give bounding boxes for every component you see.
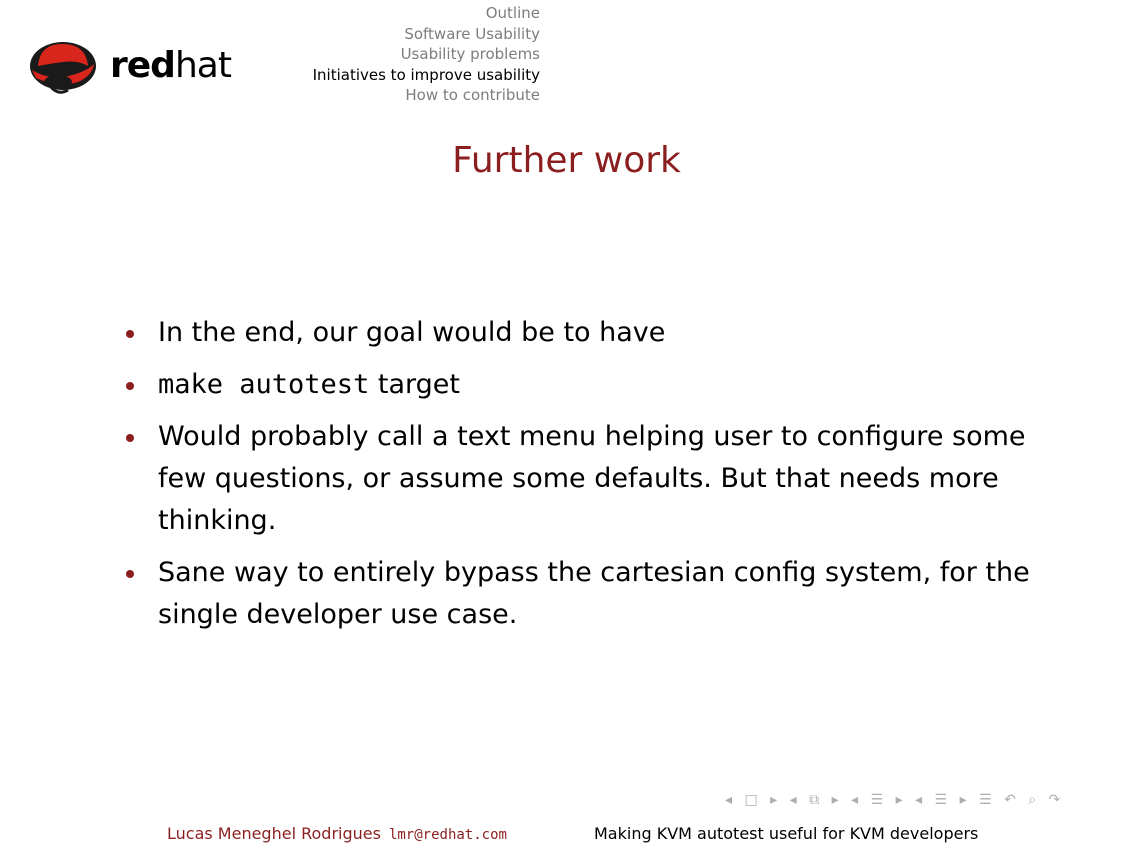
bullet-list bbox=[120, 312, 1060, 646]
bullet-icon bbox=[126, 382, 134, 390]
slide-title: Further work bbox=[452, 140, 681, 181]
prev-section-icon[interactable]: ◂ bbox=[915, 792, 923, 808]
footer-author bbox=[167, 824, 507, 843]
beamer-navigation-controls bbox=[725, 792, 1068, 808]
next-subsection-icon[interactable]: ▸ bbox=[895, 792, 903, 808]
search-icon[interactable]: ⌕ bbox=[1028, 792, 1037, 808]
bullet-code: make autotest bbox=[158, 369, 370, 400]
section-navigation bbox=[313, 3, 540, 106]
document-icon[interactable]: ☰ bbox=[979, 792, 992, 808]
section-icon[interactable]: ☰ bbox=[934, 792, 948, 808]
nav-item-how-to-contribute[interactable]: How to contribute bbox=[405, 86, 540, 104]
next-section-icon[interactable]: ▸ bbox=[959, 792, 967, 808]
nav-item-outline[interactable]: Outline bbox=[485, 4, 540, 22]
bullet-icon bbox=[126, 570, 134, 578]
bullet-icon bbox=[126, 434, 134, 442]
bullet-text: target bbox=[369, 369, 461, 400]
bullet-item bbox=[120, 364, 1060, 406]
prev-subsection-icon[interactable]: ◂ bbox=[851, 792, 859, 808]
nav-item-initiatives[interactable]: Initiatives to improve usability bbox=[312, 65, 540, 84]
bullet-icon bbox=[126, 330, 134, 338]
next-slide-icon[interactable]: ▸ bbox=[831, 792, 839, 808]
bullet-item bbox=[120, 416, 1060, 542]
logo-wordmark: redhat bbox=[110, 45, 231, 86]
forward-icon[interactable]: ↷ bbox=[1048, 792, 1061, 808]
prev-slide-icon[interactable]: ◂ bbox=[789, 792, 797, 808]
next-frame-icon[interactable]: ▸ bbox=[770, 792, 778, 808]
footer-talk-title: Making KVM autotest useful for KVM developers bbox=[594, 824, 979, 843]
prev-frame-icon[interactable]: ◂ bbox=[725, 792, 733, 808]
bullet-text: Would probably call a text menu helping user to configure some few questions, or assume some defaults. But that needs more thinking. bbox=[158, 421, 1026, 536]
nav-item-software-usability[interactable]: Software Usability bbox=[404, 24, 540, 43]
back-icon[interactable]: ↶ bbox=[1004, 792, 1016, 808]
subsection-icon[interactable]: ☰ bbox=[870, 792, 884, 808]
bullet-text: Sane way to entirely bypass the cartesian config system, for the single developer use case. bbox=[158, 557, 1030, 630]
bullet-item bbox=[120, 312, 1060, 354]
bullet-text: In the end, our goal would be to have bbox=[158, 317, 666, 348]
bullet-item bbox=[120, 552, 1060, 636]
author-name: Lucas Meneghel Rodrigues bbox=[167, 824, 381, 843]
slide-icon[interactable]: ⧉ bbox=[809, 792, 820, 808]
frame-icon[interactable]: □ bbox=[744, 792, 758, 808]
author-email: lmr@redhat.com bbox=[388, 827, 507, 843]
nav-item-usability-problems[interactable]: Usability problems bbox=[400, 45, 540, 63]
redhat-logo bbox=[28, 36, 240, 98]
shadowman-icon bbox=[28, 36, 98, 98]
